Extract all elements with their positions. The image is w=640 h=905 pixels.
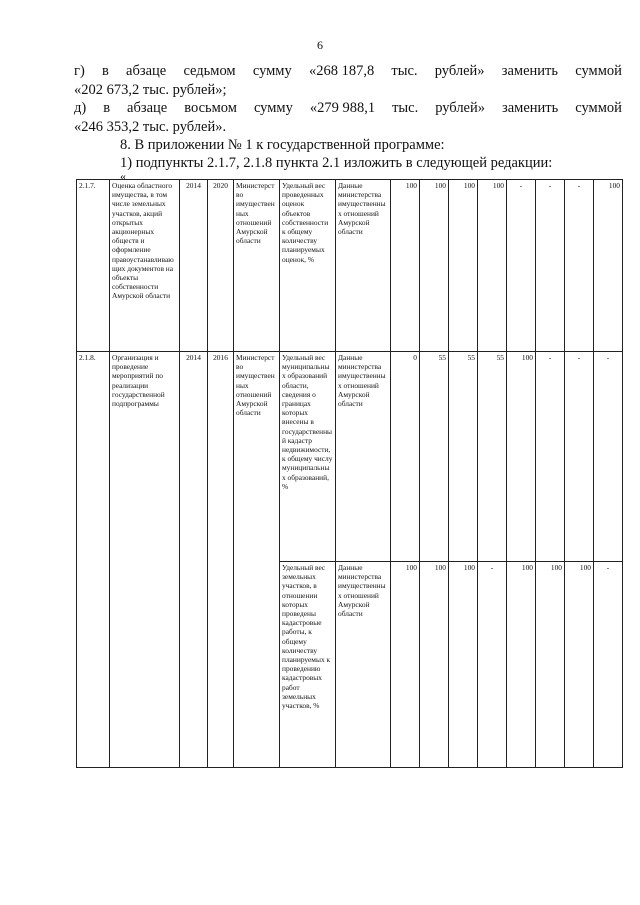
- page-number: 6: [317, 38, 323, 52]
- paragraph-g-line2: «202 673,2 тыс. рублей»;: [74, 82, 227, 98]
- word: суммой: [575, 100, 622, 116]
- cell-executor: Министерство имущественных отношений Амурской области: [234, 180, 280, 352]
- paragraph-item8: 8. В приложении № 1 к государственной программе:: [120, 137, 445, 153]
- paragraph-d-line1: [74, 99, 622, 118]
- cell-start-year: 2014: [180, 352, 208, 768]
- paragraph-g-line1: [74, 62, 622, 81]
- table-row-2-1-8: [77, 352, 623, 562]
- word: заменить: [502, 100, 559, 116]
- cell-value: -: [536, 180, 565, 352]
- cell-value: -: [594, 562, 623, 768]
- cell-value: -: [478, 562, 507, 768]
- cell-activity-name: Оценка областного имущества, в том числе земельных участков, акций открытых акционерных обществ и оформление правоустанавливающих документов на объекты собственности Амурской области: [110, 180, 180, 352]
- cell-value: -: [565, 180, 594, 352]
- cell-end-year: 2016: [208, 352, 234, 768]
- cell-value: 100: [536, 562, 565, 768]
- cell-data-source: Данные министерства имущественных отношений Амурской области: [336, 562, 391, 768]
- word: г): [74, 63, 85, 79]
- cell-value: 100: [449, 180, 478, 352]
- cell-value: -: [594, 352, 623, 562]
- program-table: [76, 179, 623, 768]
- cell-indicator: Удельный вес проведенных оценок объектов собственности к общему количеству планируемых оценок, %: [280, 180, 336, 352]
- cell-value: 55: [478, 352, 507, 562]
- word: сумму: [252, 63, 292, 79]
- word: суммой: [575, 63, 622, 79]
- cell-value: 100: [565, 562, 594, 768]
- word: в: [103, 100, 111, 116]
- word: рублей»: [435, 100, 486, 116]
- cell-value: -: [507, 180, 536, 352]
- cell-data-source: Данные министерства имущественных отношений Амурской области: [336, 352, 391, 562]
- cell-value: 100: [507, 562, 536, 768]
- word: «279 988,1: [309, 100, 376, 116]
- cell-indicator: Удельный вес муниципальных образований области, сведения о границах которых внесены в государственный кадастр недвижимости, к общему числу муниципальных образований, %: [280, 352, 336, 562]
- paragraph-d-line2: «246 353,2 тыс. рублей».: [74, 119, 227, 135]
- word: абзаце: [127, 100, 168, 116]
- cell-data-source: Данные министерства имущественных отношений Амурской области: [336, 180, 391, 352]
- paragraph-sub1: 1) подпункты 2.1.7, 2.1.8 пункта 2.1 изложить в следующей редакции:: [120, 155, 553, 171]
- cell-activity-name: Организация и проведение мероприятий по реализации государственной подпрограммы: [110, 352, 180, 768]
- cell-value: 100: [449, 562, 478, 768]
- cell-value: -: [536, 352, 565, 562]
- cell-start-year: 2014: [180, 180, 208, 352]
- word: седьмом: [183, 63, 236, 79]
- cell-value: 100: [420, 562, 449, 768]
- word: рублей»: [434, 63, 485, 79]
- cell-executor: Министерство имущественных отношений Амурской области: [234, 352, 280, 768]
- cell-indicator: Удельный вес земельных участков, в отношении которых проведены кадастровые работы, к общему количеству планируемых к проведению кадастровых работ земельных участков, %: [280, 562, 336, 768]
- cell-value: 100: [594, 180, 623, 352]
- cell-value: 100: [507, 352, 536, 562]
- cell-value: 55: [449, 352, 478, 562]
- cell-end-year: 2020: [208, 180, 234, 352]
- word: заменить: [501, 63, 559, 79]
- opening-quote: «: [120, 169, 126, 183]
- word: восьмом: [184, 100, 237, 116]
- cell-value: 0: [391, 352, 420, 562]
- cell-value: -: [565, 352, 594, 562]
- cell-value: 55: [420, 352, 449, 562]
- word: сумму: [253, 100, 293, 116]
- cell-number: 2.1.7.: [77, 180, 110, 352]
- cell-value: 100: [391, 180, 420, 352]
- word: тыс.: [392, 100, 419, 116]
- word: «268 187,8: [308, 63, 375, 79]
- table-row-2-1-7: [77, 180, 623, 352]
- cell-value: 100: [478, 180, 507, 352]
- cell-value: 100: [391, 562, 420, 768]
- cell-number: 2.1.8.: [77, 352, 110, 768]
- cell-value: 100: [420, 180, 449, 352]
- word: тыс.: [391, 63, 418, 79]
- word: в: [101, 63, 109, 79]
- word: абзаце: [126, 63, 167, 79]
- word: д): [74, 100, 87, 116]
